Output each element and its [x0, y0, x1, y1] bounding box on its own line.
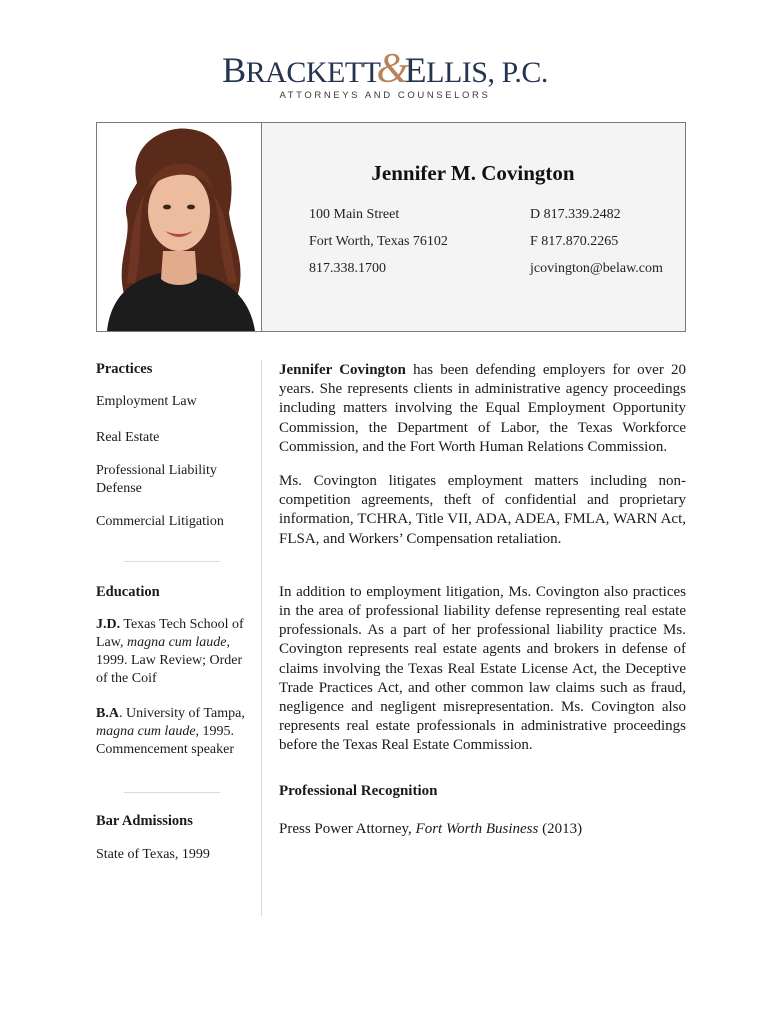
attorney-name: Jennifer M. Covington: [371, 161, 575, 185]
bio-paragraph-3: In addition to employment litigation, Ms. Covington also practices in the area of professional liability defense representing real estate professionals. As a part of her professional liability practice Ms. Covington represents real estate agents and brokers in defense of claims involving the Texas Real Estate License Act, the Deceptive Trade Practices Act, and other common law claims such as fraud, negligence and negligent misrepresentation. Ms. Covington also represents real estate professionals in administrative proceedings before the Texas Real Estate Commission.: [279, 583, 686, 754]
bio-text-1: has been defending employers for over 20 years. She represents clients in administrative agency proceedings including matters involving the Equal Employment Opportunity Commission, the Department of Labor, the Texas Workforce Commission, and the Fort Worth Human Relations Commission.: [279, 362, 686, 455]
logo-text-brackett: RACKETT: [245, 56, 381, 89]
recognition-title: Press Power Attorney,: [279, 820, 416, 837]
biography: [279, 361, 686, 839]
bar-admission-item: State of Texas, 1999: [96, 847, 210, 862]
logo-initial-e: E: [404, 50, 427, 90]
recognition-item: [279, 820, 686, 839]
profile-card: [96, 122, 686, 332]
ba-school: . University of Tampa,: [118, 706, 245, 721]
portrait-image: [97, 123, 261, 331]
education-jd: [96, 616, 246, 688]
section-divider: [124, 561, 220, 562]
recognition-publication: Fort Worth Business: [415, 820, 539, 837]
firm-logo: [0, 46, 770, 101]
attorney-photo: [97, 123, 262, 331]
address-line-1: 100 Main Street: [309, 207, 400, 222]
logo-text-ellis: LLIS, P.C.: [426, 56, 548, 89]
jd-details: , 1999. Law Review; Order of the Coif: [96, 635, 243, 686]
practice-item: Employment Law: [96, 394, 197, 409]
jd-school: Texas Tech School of Law,: [96, 617, 244, 650]
bio-name: Jennifer Covington: [279, 362, 406, 378]
ba-details: , 1995. Commencement speaker: [96, 724, 235, 757]
direct-phone: D 817.339.2482: [530, 207, 621, 222]
fax-number: F 817.870.2265: [530, 234, 619, 249]
main-phone: 817.338.1700: [309, 261, 386, 276]
practice-item: Real Estate: [96, 430, 160, 445]
practice-item: Commercial Litigation: [96, 514, 224, 529]
sidebar: [96, 360, 251, 864]
education-heading: Education: [96, 584, 160, 600]
address-line-2: Fort Worth, Texas 76102: [309, 234, 448, 249]
logo-initial-b: B: [222, 50, 246, 90]
ba-honors: magna cum laude: [96, 724, 196, 739]
column-divider: [261, 360, 262, 916]
logo-ampersand: &: [376, 46, 409, 92]
recognition-heading: Professional Recognition: [279, 782, 438, 799]
education-ba: [96, 705, 248, 759]
jd-honors: magna cum laude: [126, 635, 227, 650]
bar-admissions-heading: Bar Admissions: [96, 813, 193, 829]
firm-name: [0, 46, 770, 92]
bio-paragraph-1: [279, 361, 686, 457]
ba-degree: B.A: [96, 706, 119, 721]
section-divider: [124, 792, 220, 793]
jd-degree: J.D.: [96, 617, 121, 632]
email-link[interactable]: jcovington@belaw.com: [530, 261, 663, 276]
recognition-year: (2013): [538, 820, 583, 837]
bio-paragraph-2: Ms. Covington litigates employment matters including non-competition agreements, theft of confidential and proprietary information, TCHRA, Title VII, ADA, ADEA, FMLA, WARN Act, FLSA, and Workers’ Compensation retaliation.: [279, 473, 686, 547]
firm-subtitle: ATTORNEYS AND COUNSELORS: [279, 90, 491, 101]
practice-item: Professional Liability Defense: [96, 463, 217, 496]
practices-heading: Practices: [96, 361, 153, 377]
